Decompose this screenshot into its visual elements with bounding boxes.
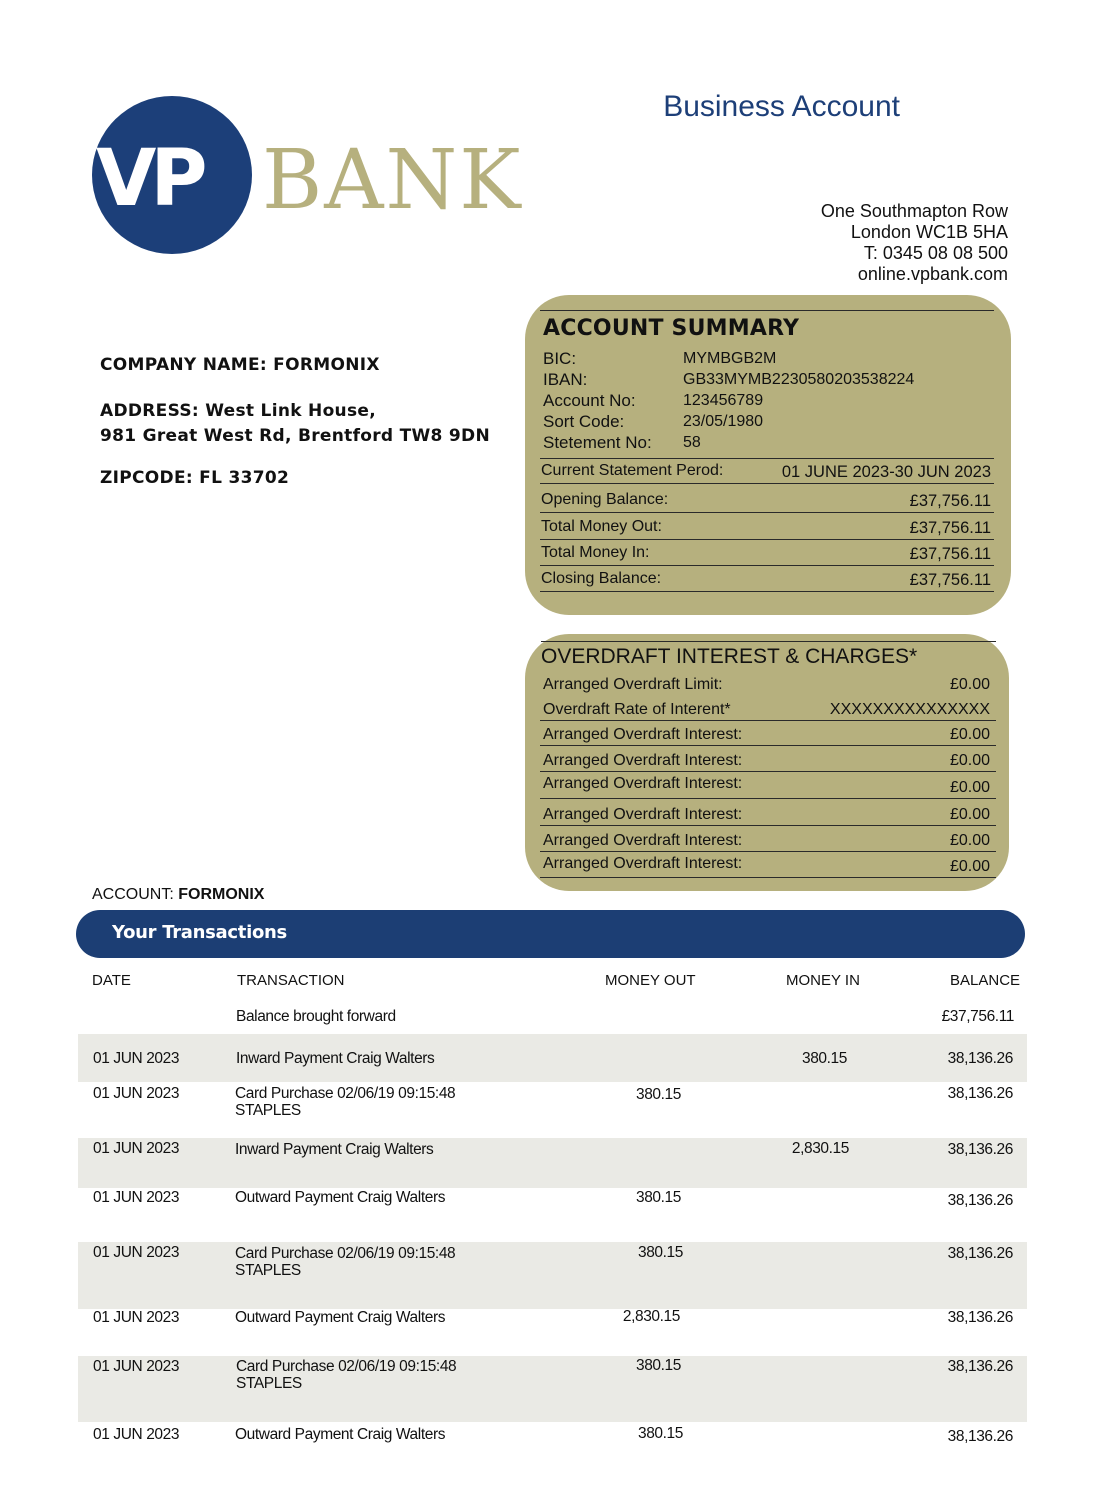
transaction-money-out: 380.15 [637,1244,683,1261]
total-money-out-label: Total Money Out: [541,518,662,535]
overdraft-row-value: £0.00 [949,752,990,769]
transaction-description [235,1085,455,1119]
closing-balance-row [540,567,994,592]
row-shade [78,1356,1027,1422]
statement-number-value: 58 [683,434,701,451]
transaction-balance: 38,136.26 [947,1428,1013,1445]
company-address-line2: 981 Great West Rd, Brentford TW8 9DN [100,426,490,446]
overdraft-row-label: Arranged Overdraft Interest: [543,832,743,849]
overdraft-row-label: Arranged Overdraft Interest: [543,752,743,769]
transaction-description-line2: STAPLES [235,1262,301,1279]
overdraft-row-value: £0.00 [949,779,990,796]
column-header-date: DATE [92,972,131,989]
account-name: FORMONIX [178,886,265,903]
overdraft-row-label: Arranged Overdraft Limit: [543,676,723,693]
transaction-description-line2: STAPLES [235,1102,301,1119]
column-header-balance: BALANCE [950,972,1021,989]
transaction-date: 01 JUN 2023 [93,1309,180,1326]
transaction-money-out: 380.15 [635,1189,681,1206]
opening-balance-value: £37,756.11 [909,492,991,510]
transaction-description: Outward Payment Craig Walters [235,1309,446,1326]
opening-balance-row [540,488,994,513]
total-money-out-row [540,514,994,540]
transaction-description-line1: Card Purchase 02/06/19 09:15:48 [235,1245,456,1262]
account-summary-title: ACCOUNT SUMMARY [543,316,800,341]
account-line [92,886,264,904]
overdraft-row-value: XXXXXXXXXXXXXXX [829,701,990,718]
overdraft-row [540,772,996,799]
transaction-money-in: 380.15 [801,1050,847,1067]
transaction-description: Outward Payment Craig Walters [235,1426,446,1443]
transaction-balance: 38,136.26 [947,1141,1013,1158]
iban-value: GB33MYMB2230580203538224 [683,371,915,388]
transaction-money-out: 380.15 [635,1086,681,1103]
overdraft-row-label: Arranged Overdraft Interest: [543,855,743,872]
transaction-balance: 38,136.26 [947,1309,1013,1326]
overdraft-row-value: £0.00 [949,676,990,693]
transaction-date: 01 JUN 2023 [93,1085,180,1102]
row-shade [78,1034,1027,1082]
logo-vp: VP [96,134,202,224]
overdraft-row-value: £0.00 [949,806,990,823]
overdraft-row-value: £0.00 [949,832,990,849]
transaction-date: 01 JUN 2023 [93,1426,180,1443]
statement-period-value: 01 JUNE 2023-30 JUN 2023 [781,463,991,481]
transaction-date: 01 JUN 2023 [93,1358,180,1375]
bank-phone: T: 0345 08 08 500 [863,243,1008,263]
row-shade [78,1138,1027,1188]
bic-value: MYMBGB2M [683,350,777,367]
overdraft-row-label: Overdraft Rate of Interent* [543,701,731,718]
overdraft-row [540,721,996,746]
overdraft-row-value: £0.00 [949,726,990,743]
overdraft-row-label: Arranged Overdraft Interest: [543,806,743,823]
column-header-money-in: MONEY IN [786,972,860,989]
logo-bank-text: BANK [262,133,523,228]
transaction-balance: £37,756.11 [941,1008,1014,1025]
summary-top-rule [540,310,994,311]
company-name: COMPANY NAME: FORMONIX [100,355,380,375]
transaction-description: Outward Payment Craig Walters [235,1189,446,1206]
overdraft-title: OVERDRAFT INTEREST & CHARGES* [541,645,918,668]
statement-period-row [540,458,994,484]
bic-label: BIC: [543,349,577,368]
company-address [100,399,490,449]
overdraft-row-label: Arranged Overdraft Interest: [543,775,743,792]
document-title: Business Account [663,90,900,123]
transaction-date: 01 JUN 2023 [93,1050,180,1067]
overdraft-row [540,747,996,772]
transactions-title: Your Transactions [112,922,287,943]
company-zipcode: ZIPCODE: FL 33702 [100,468,290,488]
overdraft-row [540,673,996,695]
bank-address [821,201,1008,285]
company-address-line1: ADDRESS: West Link House, [100,401,376,421]
bank-address-line: One Southmapton Row [820,201,1008,221]
transaction-description: Balance brought forward [236,1008,396,1025]
transaction-money-out: 380.15 [635,1357,681,1374]
transaction-balance: 38,136.26 [947,1245,1013,1262]
column-header-money-out: MONEY OUT [605,972,696,989]
overdraft-row [540,800,996,826]
row-shade [78,1242,1027,1309]
transaction-money-out: 380.15 [637,1425,683,1442]
transaction-balance: 38,136.26 [947,1192,1013,1209]
statement-number-label: Stetement No: [543,433,652,452]
opening-balance-label: Opening Balance: [541,491,669,508]
overdraft-row-value: £0.00 [949,858,990,875]
total-money-out-value: £37,756.11 [909,519,991,537]
iban-label: IBAN: [543,370,588,389]
total-money-in-row [540,541,994,566]
total-money-in-label: Total Money In: [541,544,650,561]
transaction-date: 01 JUN 2023 [93,1140,180,1157]
transaction-description-line1: Card Purchase 02/06/19 09:15:48 [236,1358,457,1375]
overdraft-row [540,827,996,852]
overdraft-top-rule [541,641,996,642]
bank-address-line: London WC1B 5HA [850,222,1008,242]
transaction-balance: 38,136.26 [947,1085,1013,1102]
overdraft-row [540,853,996,878]
closing-balance-value: £37,756.11 [909,571,991,589]
transaction-description: Inward Payment Craig Walters [236,1050,435,1067]
transaction-description: Inward Payment Craig Walters [235,1141,434,1158]
closing-balance-label: Closing Balance: [541,570,662,587]
total-money-in-value: £37,756.11 [909,545,991,563]
overdraft-row-label: Arranged Overdraft Interest: [543,726,743,743]
transaction-money-out: 2,830.15 [622,1308,680,1325]
transaction-money-in: 2,830.15 [791,1140,849,1157]
transaction-date: 01 JUN 2023 [93,1189,180,1206]
bank-website: online.vpbank.com [857,264,1008,284]
account-number-label: Account No: [543,391,636,410]
transaction-date: 01 JUN 2023 [93,1244,180,1261]
statement-period-label: Current Statement Perod: [541,462,724,479]
overdraft-row [540,697,996,721]
account-number-value: 123456789 [683,392,764,409]
sort-code-value: 23/05/1980 [683,413,764,430]
transaction-description-line2: STAPLES [236,1375,302,1392]
transaction-balance: 38,136.26 [947,1050,1013,1067]
column-header-transaction: TRANSACTION [237,972,345,989]
transaction-description-line1: Card Purchase 02/06/19 09:15:48 [235,1085,456,1102]
transaction-balance: 38,136.26 [947,1358,1013,1375]
sort-code-label: Sort Code: [543,412,625,431]
account-label: ACCOUNT: [92,886,174,903]
transaction-description [236,1358,456,1392]
transaction-description [235,1245,455,1279]
